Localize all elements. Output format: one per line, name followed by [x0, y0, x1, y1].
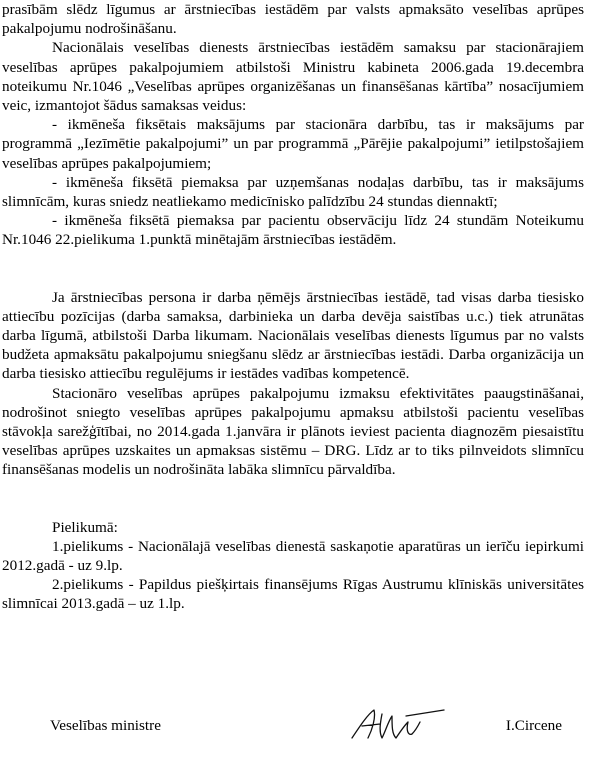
annex-title: Pielikumā:: [52, 518, 118, 536]
signatory-name: I.Circene: [505, 717, 562, 734]
list-item-observation-supplement: - ikmēneša fiksētā piemaksa par pacientu observāciju līdz 24 stundām Noteikumu Nr.1046 22.pielikuma 1.punktā minētajām ārstniecības iestādēm.: [2, 212, 584, 249]
list-item-monthly-fixed-payment: - ikmēneša fiksētais maksājums par stacionāra darbību, tas ir maksājums par programmā „Iezīmētie pakalpojumi” un par programmā „Pārējie pakalpojumi” ietilpstošajiem veselības aprūpes pakalpojumiem;: [2, 116, 584, 172]
signature-block: [50, 704, 570, 744]
handwritten-signature: [346, 704, 446, 744]
list-item-admission-supplement: - ikmēneša fiksētā piemaksa par uzņemšanas nodaļas darbību, tas ir maksājums slimnīcām, kuras sniedz neatliekamo medicīnisko palīdzību 24 stundas diennaktī;: [2, 173, 584, 211]
paragraph-drg: Stacionāro veselības aprūpes pakalpojumu izmaksu efektivitātes paaugstināšanai, nodrošinot sniegto veselības aprūpes pakalpojumu apmaksu atbilstoši pacientu veselības stāvokļa sarežģītībai, no 2014.gada 1.janvāra ir plānots ieviest pacienta diagnozēm piesaistītu veselības aprūpes uzskaites un apmaksas sistēmu – DRG. Līdz ar to tiks pilnveidots slimnīcu finansēšanas modelis un nodrošināta labāka slimnīcu pārvaldība.: [2, 384, 584, 479]
annex-item-1: 1.pielikums - Nacionālajā veselības dienestā saskaņotie aparatūras un ierīču iepirkumi 2012.gadā - uz 9.lp.: [2, 537, 584, 575]
paragraph-gap: [2, 480, 584, 518]
paragraph-payment-methods: Nacionālais veselības dienests ārstniecības iestādēm samaksu par stacionārajiem veselības aprūpes pakalpojumiem atbilstoši Ministru kabineta 2006.gada 19.decembra noteikumu Nr.1046 „Veselības aprūpes organizēšanas un finansēšanas kārtība” nosacījumiem veic, izmantojot šādus samaksas veidus:: [2, 39, 584, 115]
paragraph-employment: Ja ārstniecības persona ir darba ņēmējs ārstniecības iestādē, tad visas darba tiesisko attiecību pozīcijas (darba samaksa, darbinieka un darba devēja saistības u.c.) tiek atrunātas darba līgumā, atbilstoši Darba likumam. Nacionālais veselības dienests līgumus par no valsts budžeta apmaksātu pakalpojumu sniegšanu slēdz ar ārstniecības iestādi. Darba organizācija un darba tiesisko attiecību regulējums ir iestādes vadības kompetencē.: [2, 288, 584, 383]
signatory-role: Veselības ministre: [50, 717, 161, 734]
document-page: [2, 0, 584, 614]
annex-item-2: 2.pielikums - Papildus piešķirtais finansējums Rīgas Austrumu klīniskās universitātes slimnīcai 2013.gadā – uz 1.lp.: [2, 576, 584, 613]
paragraph-gap: [2, 250, 584, 288]
paragraph-intro: prasībām slēdz līgumus ar ārstniecības iestādēm par valsts apmaksāto veselības aprūpes pakalpojumu nodrošināšanu.: [2, 1, 584, 38]
